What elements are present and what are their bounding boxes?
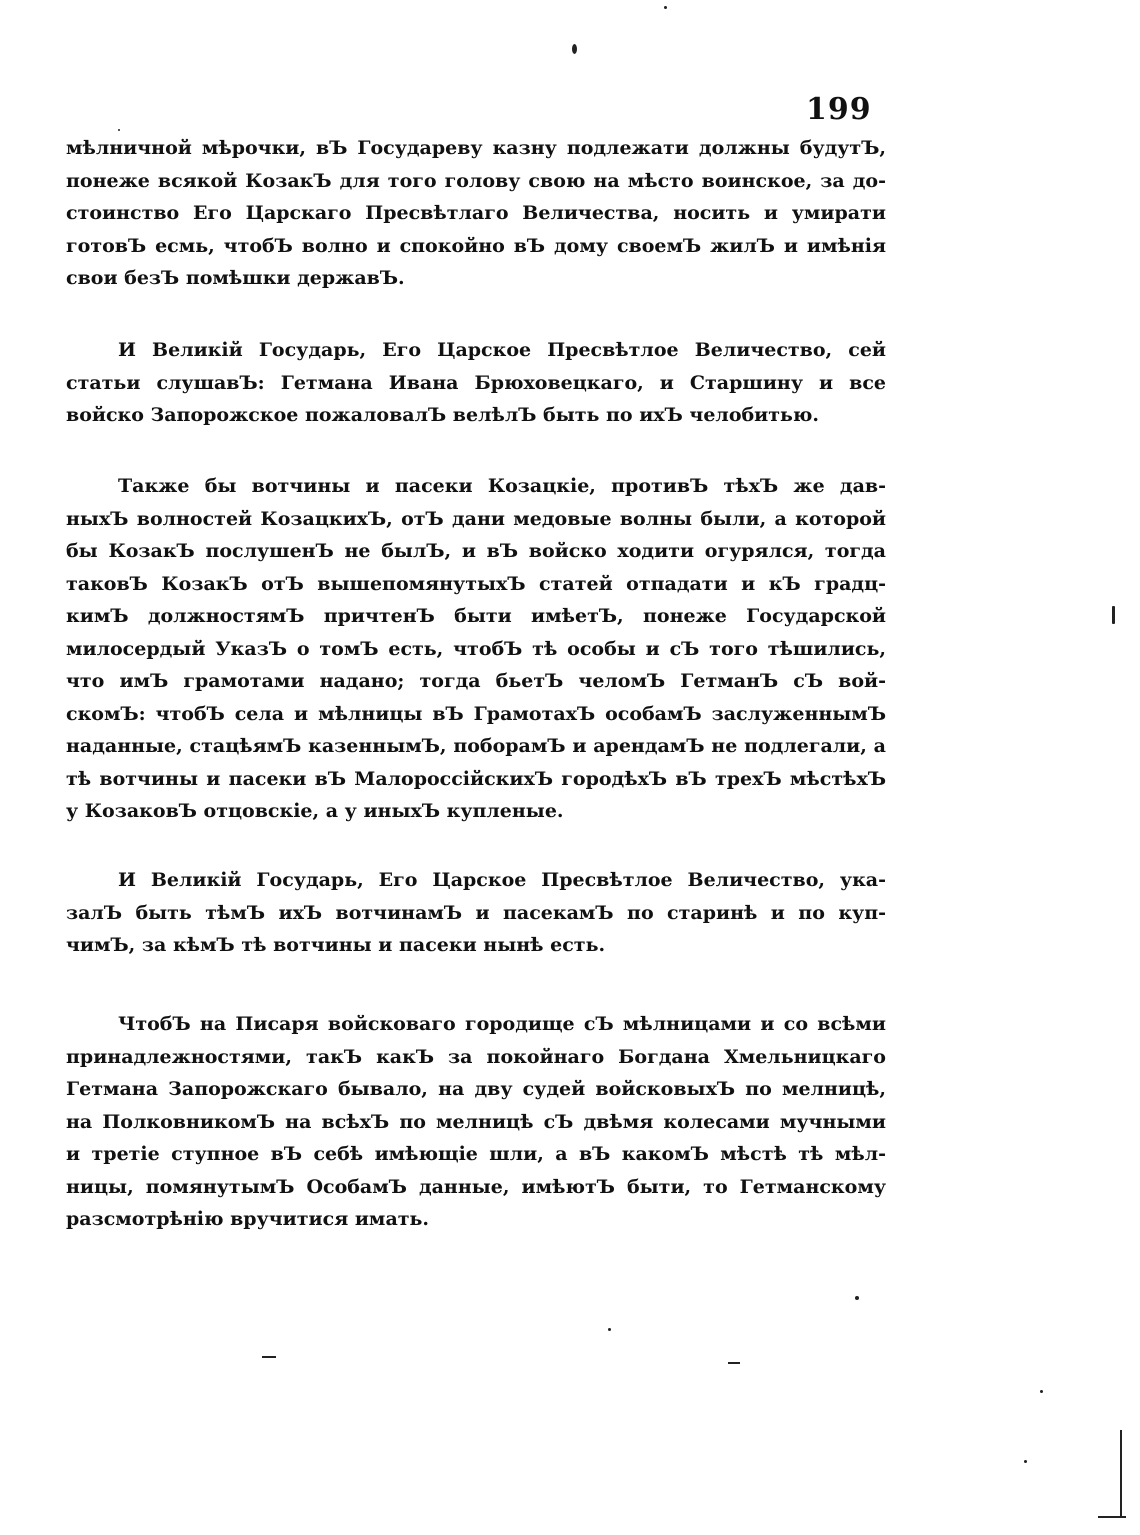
text-line: И Великій Государь, Его Царское Пресвѣтлое Величество, ука- [118, 869, 886, 891]
page-number: 199 [806, 92, 872, 127]
text-line: таковЪ КозакЪ отЪ вышепомянутыхЪ статей отпадати и кЪ градц- [66, 572, 886, 595]
text-line: ЧтобЪ на Писаря войсковаго городище сЪ мѣлницами и со всѣми [118, 1013, 886, 1035]
text-line: Гетмана Запорожскаго бывало, на дву судей войсковыхЪ по мелницѣ, [66, 1078, 886, 1100]
text-line: тѣ вотчины и пасеки вЪ МалороссійскихЪ городѣхЪ вЪ трехЪ мѣстѣхЪ [66, 767, 886, 790]
text-line: принадлежностями, такЪ какЪ за покойнаго Богдана Хмельницкаго [66, 1045, 886, 1068]
paragraph [66, 132, 886, 295]
scan-speck [664, 6, 667, 9]
text-line: статьи слушавЪ: Гетмана Ивана Брюховецкаго, и Старшину и все [66, 371, 886, 394]
text-line: ныхЪ волностей КозацкихЪ, отЪ дани медовые волны были, а которой [66, 507, 886, 530]
text-line: кимЪ должностямЪ причтенЪ быти имѣетЪ, понеже Государской [66, 605, 886, 627]
scan-dash [1120, 1430, 1122, 1516]
text-line: понеже всякой КозакЪ для того голову свою на мѣсто воинское, за до- [66, 169, 886, 192]
text-line: Также бы вотчины и пасеки Козацкіе, противЪ тѣхЪ же дав- [118, 475, 886, 497]
text-line: залЪ быть тѣмЪ ихЪ вотчинамЪ и пасекамЪ по старинѣ и по куп- [66, 901, 886, 924]
text-line: наданные, стацѣямЪ казеннымЪ, поборамЪ и арендамЪ не подлегали, а [66, 735, 886, 757]
text-line: свои безЪ помѣшки державЪ. [66, 267, 405, 289]
text-line: готовЪ есмь, чтобЪ волно и спокойно вЪ дому своемЪ жилЪ и имѣнія [66, 234, 886, 257]
scan-dash [728, 1362, 740, 1364]
scan-speck [572, 44, 577, 54]
text-line: что имЪ грамотами надано; тогда бьетЪ челомЪ ГетманЪ сЪ вой- [66, 670, 886, 692]
paragraph [66, 864, 886, 962]
text-line: милосердый УказЪ о томЪ есть, чтобЪ тѣ особы и сЪ того тѣшились, [66, 637, 886, 660]
text-line: ницы, помянутымЪ ОсобамЪ данные, имѣютЪ быти, то Гетманскому [66, 1175, 886, 1198]
paragraph [66, 334, 886, 432]
text-line: войско Запорожское пожаловалЪ велѣлЪ быть по ихЪ челобитью. [66, 404, 820, 426]
text-line: у КозаковЪ отцовскіе, а у иныхЪ купленые. [66, 800, 564, 822]
text-line: бы КозакЪ послушенЪ не былЪ, и вЪ войско ходити огурялся, тогда [66, 540, 886, 562]
text-line: разсмотрѣнію вручитися имать. [66, 1208, 430, 1230]
scan-dash [262, 1356, 276, 1358]
paragraph [66, 1008, 886, 1236]
scan-speck [608, 1328, 611, 1331]
scan-speck [855, 1296, 859, 1300]
text-line: мѣлничной мѣрочки, вЪ Государеву казну подлежати должны будутЪ, [66, 137, 886, 159]
scan-dash [1098, 1516, 1126, 1518]
scan-speck [118, 129, 120, 131]
scan-speck [1112, 606, 1115, 624]
scan-speck [1024, 1460, 1027, 1463]
scan-speck [1040, 1390, 1043, 1393]
text-line: и третіе ступное вЪ себѣ имѣющіе шли, а вЪ какомЪ мѣстѣ тѣ мѣл- [66, 1143, 886, 1165]
text-line: скомЪ: чтобЪ села и мѣлницы вЪ ГрамотахЪ особамЪ заслуженнымЪ [66, 702, 886, 725]
text-line: на ПолковникомЪ на всѣхЪ по мелницѣ сЪ двѣмя колесами мучными [66, 1110, 886, 1133]
text-line: И Великій Государь, Его Царское Пресвѣтлое Величество, сей [118, 339, 886, 361]
paragraph [66, 470, 886, 828]
text-line: стоинство Его Царскаго Пресвѣтлаго Величества, носить и умирати [66, 202, 886, 224]
text-line: чимЪ, за кѣмЪ тѣ вотчины и пасеки нынѣ есть. [66, 934, 606, 956]
